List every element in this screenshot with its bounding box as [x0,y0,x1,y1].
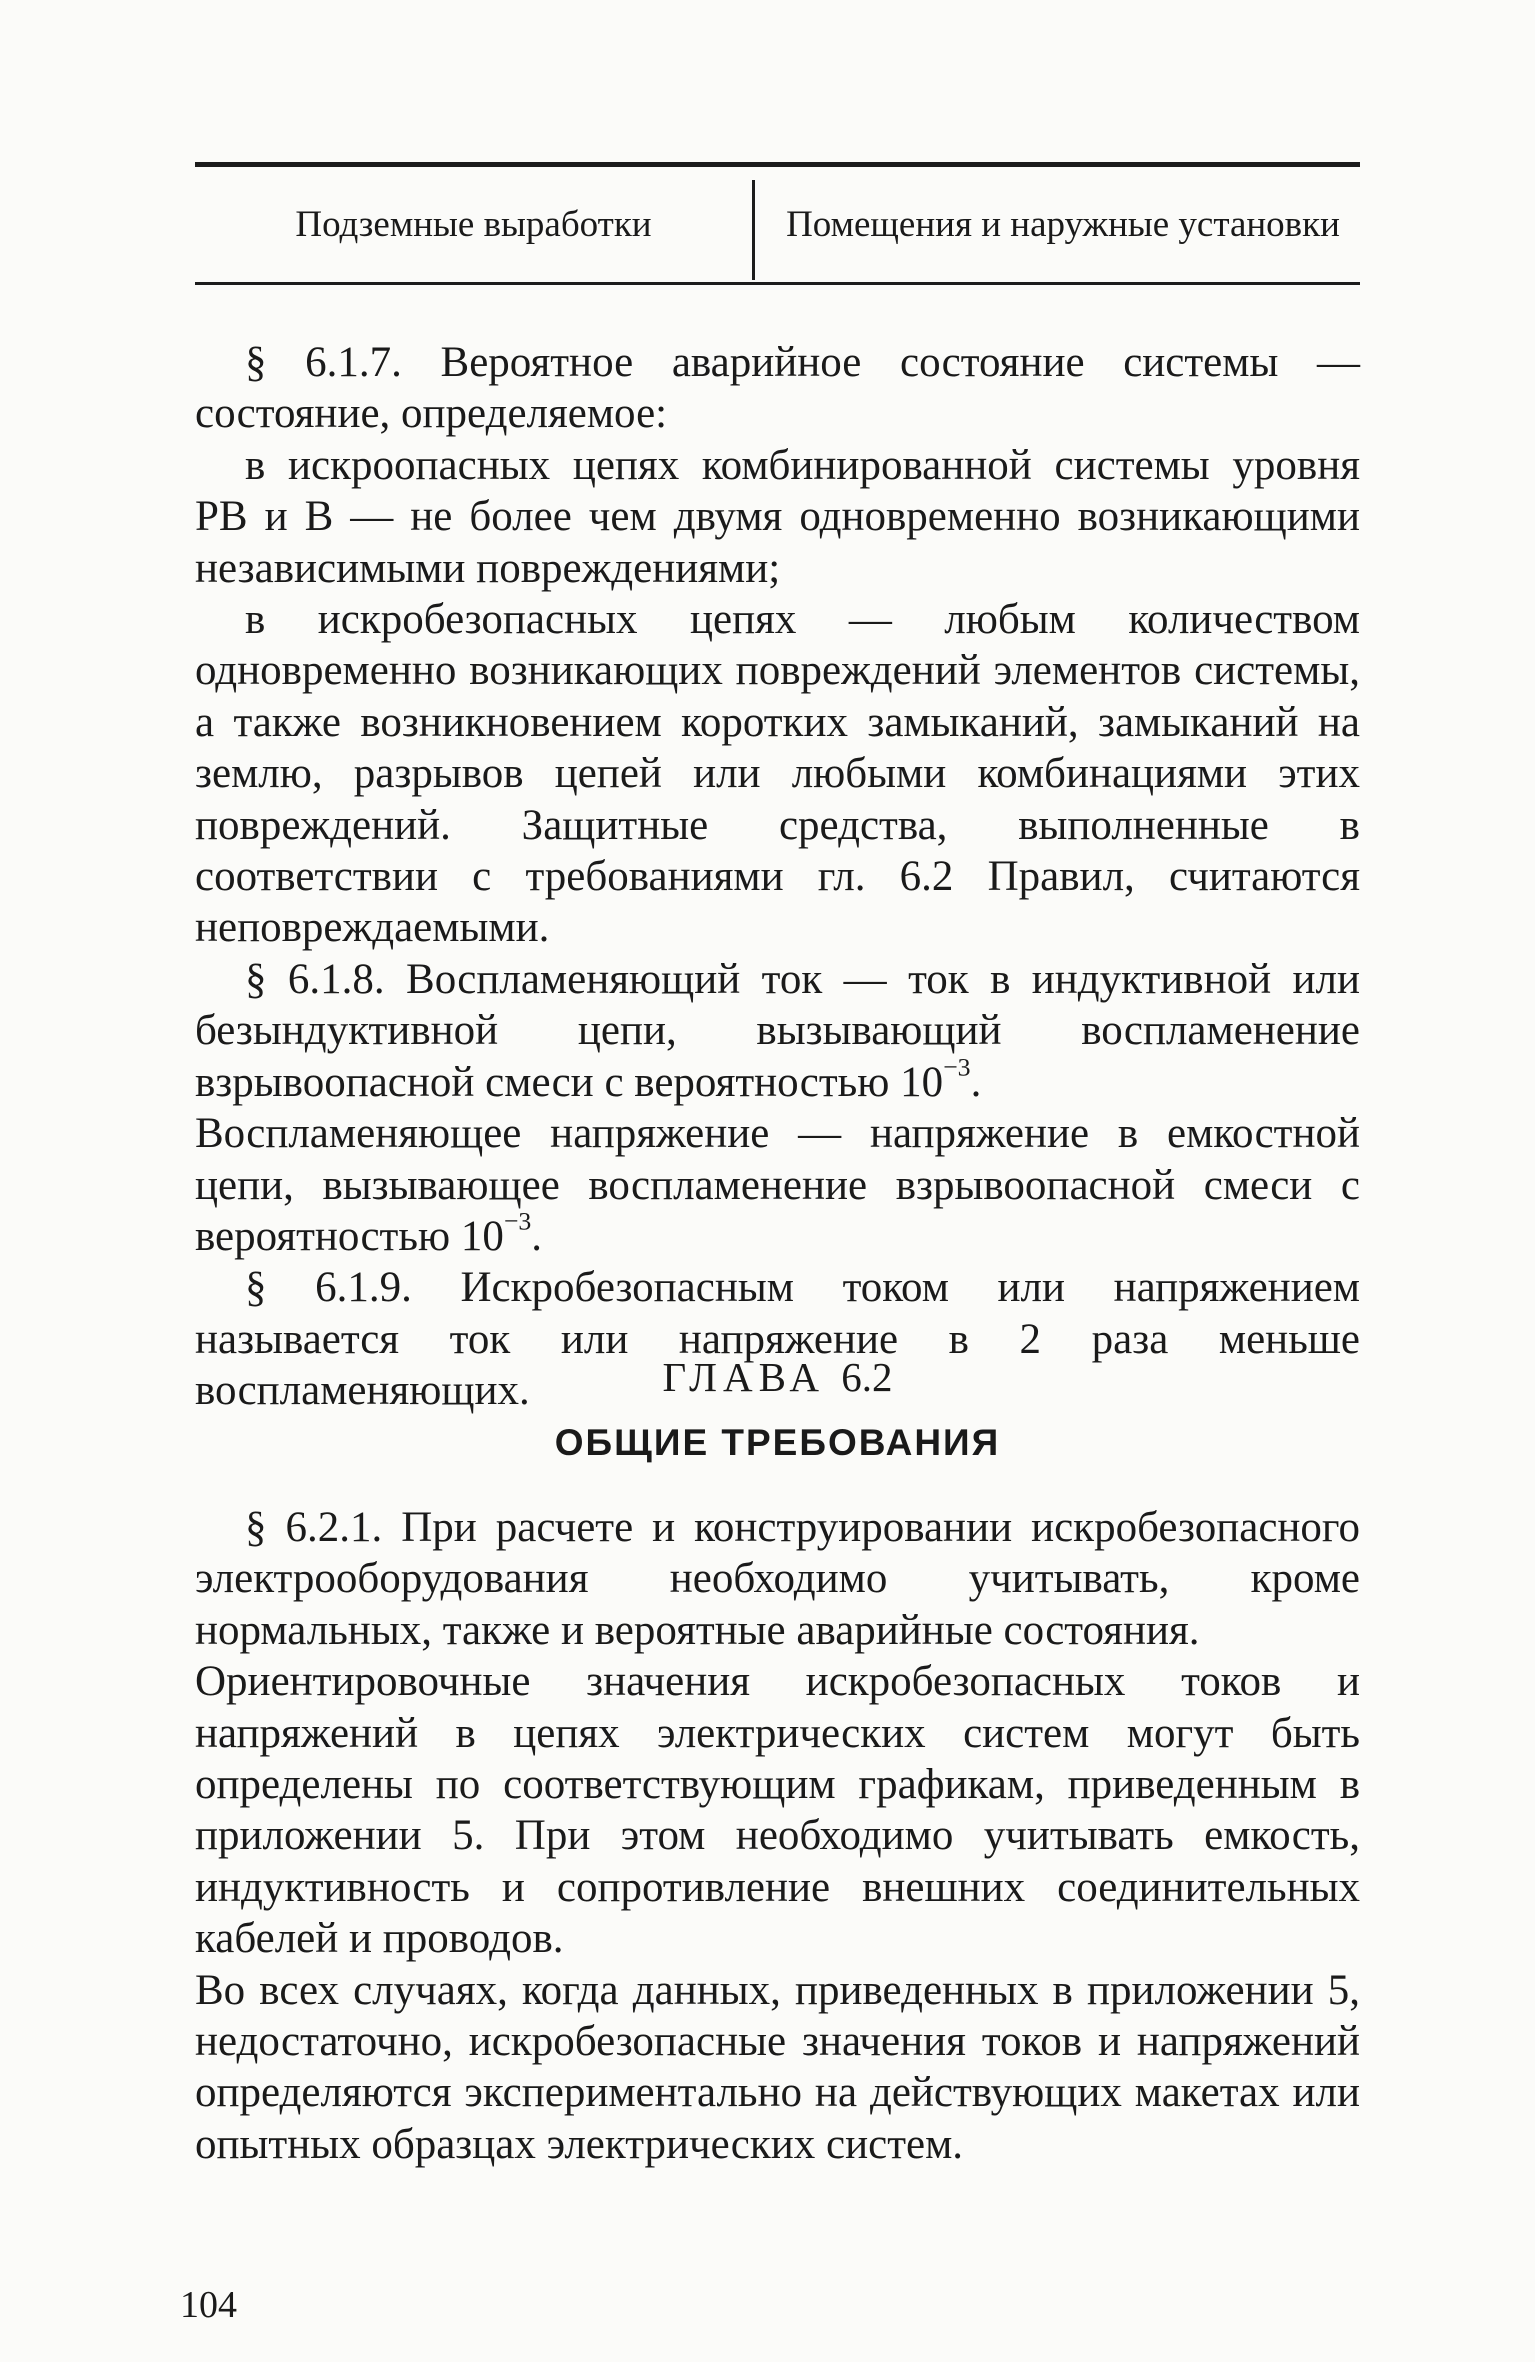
table-header-left: Подземные выработки [295,204,652,245]
paragraph-6-1-9: § 6.1.9. Искробезопасным током или напряжением называется ток или напряжение в 2 раза меньше воспламеняющих. [195,1264,1360,1415]
chapter-number: 6.2 [841,1354,893,1400]
exponent-ignition-voltage: −3 [503,1206,532,1236]
table-bottom-rule [195,282,1360,285]
paragraph-6-1-8-text: § 6.1.8. Воспламеняющий ток — ток в индуктивной или безындуктивной цепи, вызывающий воспламенение взрывоопасной смеси с вероятностью 10 [195,955,1360,1106]
page-number: 104 [180,2284,237,2326]
paragraph-approximate-values: Ориентировочные значения искробезопасных токов и напряжений в цепях электрических систем могут быть определены по соответствующим графикам, приведенным в приложении 5. При этом необходимо учитывать емкость, индуктивность и сопротивление внешних соединительных кабелей и проводов. [195,1658,1360,1963]
chapter-title: ОБЩИЕ ТРЕБОВАНИЯ [554,1422,1001,1463]
paragraph-intrinsically-safe: в искробезопасных цепях — любым количеством одновременно возникающих повреждений элементов системы, а также возникновением коротких замыканий, замыканий на землю, разрывов цепей или любыми комбинациями этих повреждений. Защитные средства, выполненные в соответствии с требованиями гл. 6.2 Правил, считаются неповреждаемыми. [195,596,1360,952]
table-top-rule [195,162,1360,167]
paragraph-6-1-7: § 6.1.7. Вероятное аварийное состояние системы — состояние, определяемое: [195,339,1360,438]
section-6-2-text [195,1502,1360,2170]
paragraph-ignition-voltage [195,1108,1360,1262]
table-column-divider [752,180,755,280]
paragraph-6-1-8 [195,954,1360,1108]
paragraph-all-cases: Во всех случаях, когда данных, приведенных в приложении 5, недостаточно, искробезопасные значения токов и напряжений определяются экспериментально на действующих макетах или опытных образцах электрических систем. [195,1966,1360,2168]
chapter-heading [195,1352,1360,1402]
period-ignition-voltage: . [531,1212,543,1260]
paragraph-ignition-voltage-text: Воспламеняющее напряжение — напряжение в емкостной цепи, вызывающее воспламенение взрывоопасной смеси с вероятностью 10 [195,1110,1360,1260]
section-6-1-text [195,337,1360,1417]
chapter-label: ГЛАВА [662,1354,825,1400]
paragraph-6-2-1: § 6.2.1. При расчете и конструировании искробезопасного электрооборудования необходимо учитывать, кроме нормальных, также и вероятные аварийные состояния. [195,1504,1360,1654]
paragraph-spark-hazardous: в искроопасных цепях комбинированной системы уровня РВ и В — не более чем двумя одновременно возникающими независимыми повреждениями; [195,441,1360,592]
table-header-right: Помещения и наружные установки [786,204,1340,245]
exponent-6-1-8: −3 [943,1052,971,1082]
period-6-1-8: . [970,1058,982,1106]
